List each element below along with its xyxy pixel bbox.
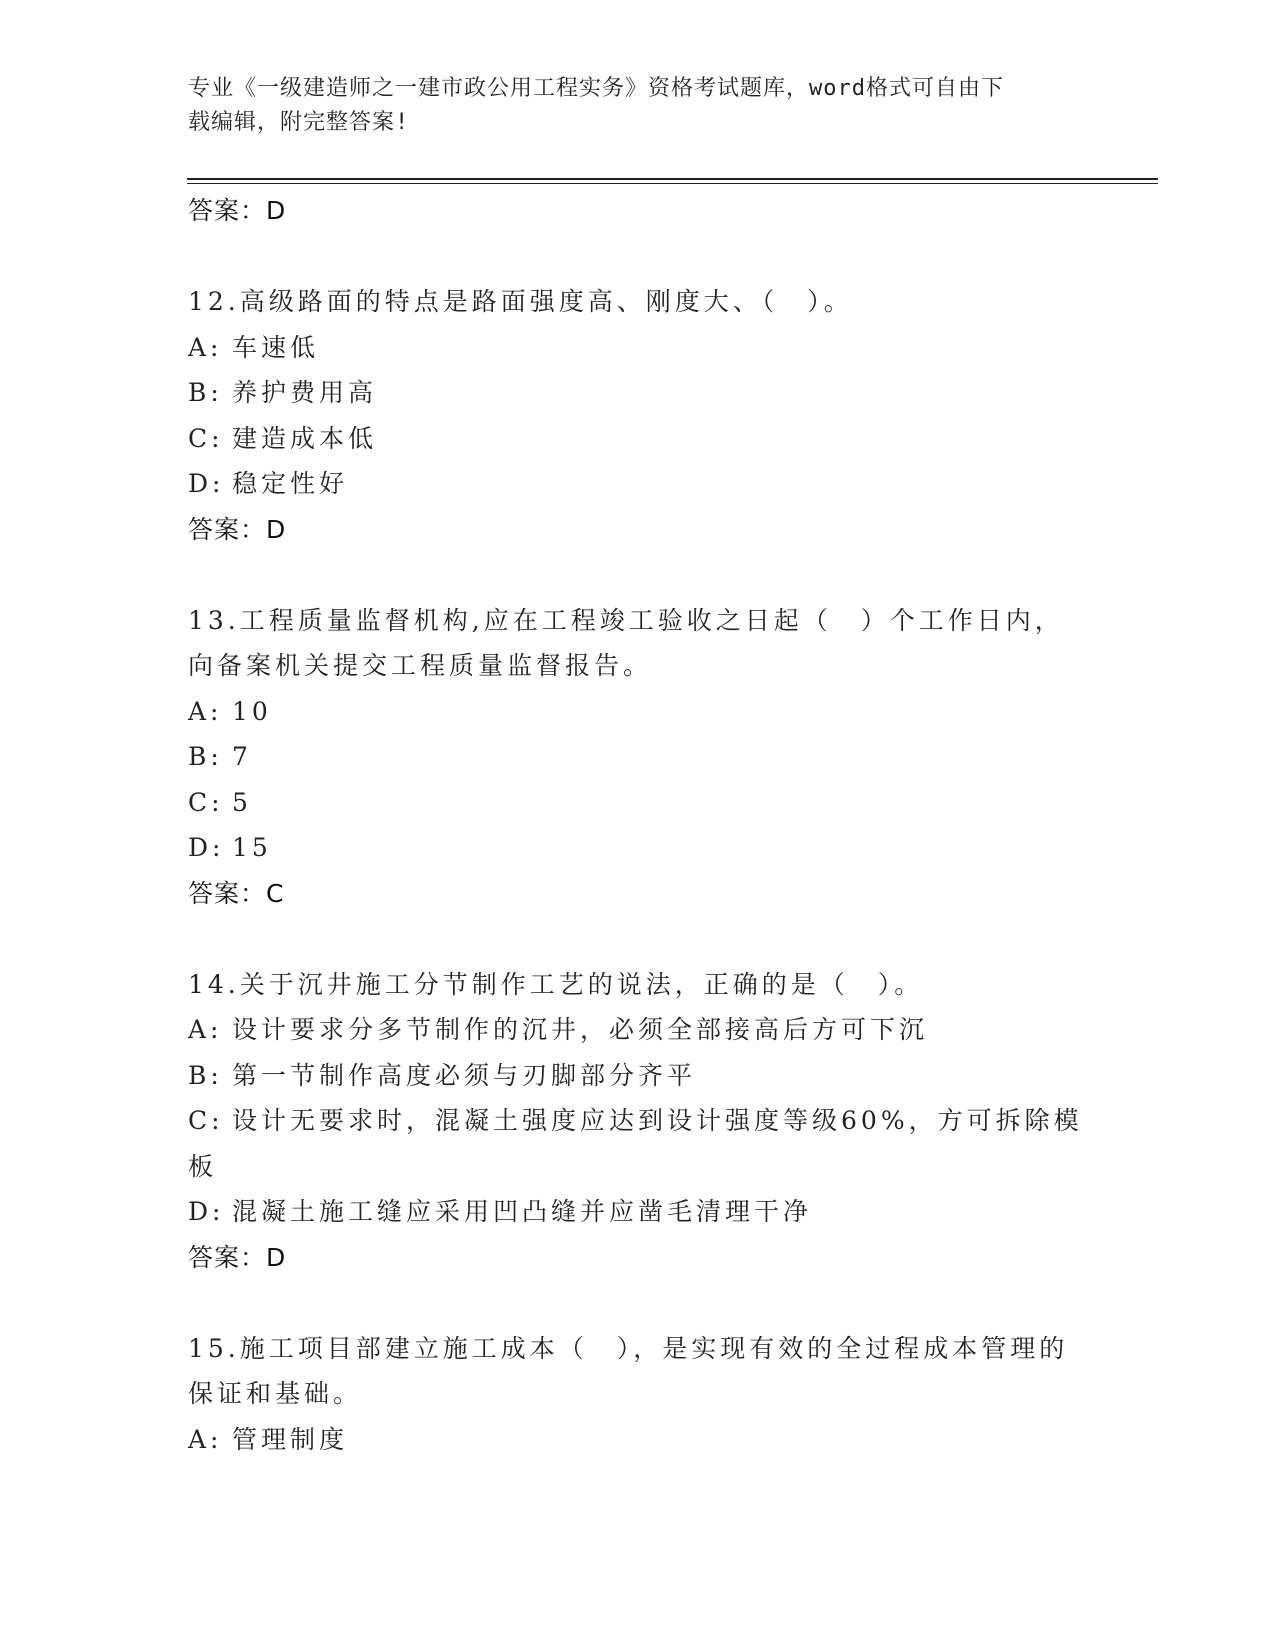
- option-key: A:: [188, 332, 223, 362]
- option-text: 养护费用高: [232, 378, 378, 407]
- option-text: 10: [232, 696, 272, 726]
- option-c: [188, 416, 1088, 462]
- option-key: B:: [188, 742, 223, 771]
- question-block-12: [188, 279, 1088, 552]
- spacer: [188, 1280, 1088, 1326]
- option-key: B:: [188, 1060, 223, 1090]
- header-line-2: 载编辑，附完整答案!: [188, 110, 410, 135]
- option-a: [188, 1007, 1088, 1053]
- question-block-14: [188, 962, 1088, 1280]
- option-text: 稳定性好: [232, 469, 349, 498]
- answer-line: 答案：D: [188, 1242, 287, 1272]
- question-text-line-2: 保证和基础。: [188, 1379, 363, 1408]
- question-text: 14.关于沉井施工分节制作工艺的说法，正确的是（ ）。: [188, 969, 924, 999]
- question-text-line-2: 向备案机关提交工程质量监督报告。: [188, 651, 653, 680]
- option-key: C:: [188, 1106, 224, 1135]
- option-key: D:: [188, 469, 225, 498]
- spacer: [188, 552, 1088, 598]
- option-d: [188, 1189, 1088, 1235]
- option-key: A:: [188, 696, 223, 726]
- option-d: [188, 825, 1088, 871]
- option-text: 设计要求分多节制作的沉井，必须全部接高后方可下沉: [232, 1015, 929, 1044]
- option-text: 车速低: [232, 332, 320, 362]
- question-text-line-1: 13.工程质量监督机构,应在工程竣工验收之日起（ ）个工作日内，: [188, 605, 1064, 635]
- spacer: [188, 233, 1088, 279]
- option-key: B:: [188, 378, 223, 407]
- option-text: 7: [232, 742, 252, 771]
- option-text: 建造成本低: [232, 423, 378, 453]
- option-text: 第一节制作高度必须与刃脚部分齐平: [232, 1060, 697, 1090]
- option-b: [188, 1053, 1088, 1099]
- question-block-15: [188, 1326, 1088, 1463]
- option-text: 管理制度: [232, 1424, 349, 1454]
- option-text: 15: [232, 833, 272, 862]
- option-key: C:: [188, 787, 224, 817]
- option-text: 5: [232, 787, 252, 817]
- header-rule-thin: [187, 183, 1158, 184]
- option-key: D:: [188, 1197, 225, 1226]
- option-d: [188, 461, 1088, 507]
- option-text: 设计无要求时，混凝土强度应达到设计强度等级60%，方可拆除模: [232, 1106, 1083, 1135]
- option-b: [188, 734, 1088, 780]
- option-a: [188, 325, 1088, 371]
- question-text: 12.高级路面的特点是路面强度高、刚度大、（ ）。: [188, 287, 853, 316]
- option-key: A:: [188, 1424, 223, 1454]
- spacer: [188, 916, 1088, 962]
- question-block-13: [188, 598, 1088, 916]
- option-a: [188, 1417, 1088, 1463]
- answer-line: 答案：C: [188, 878, 285, 908]
- option-c: [188, 1098, 1088, 1144]
- question-text-line-1: 15.施工项目部建立施工成本（ ），是实现有效的全过程成本管理的: [188, 1333, 1069, 1363]
- option-key: D:: [188, 833, 225, 862]
- option-a: [188, 689, 1088, 735]
- header-rule-thick: [187, 178, 1158, 180]
- page-header: [188, 72, 1078, 140]
- question-list: [188, 188, 1088, 1462]
- header-line-1: 专业《一级建造师之一建市政公用工程实务》资格考试题库，word格式可自由下: [188, 76, 1004, 101]
- option-c-continuation: 板: [188, 1151, 218, 1181]
- option-text: 混凝土施工缝应采用凹凸缝并应凿毛清理干净: [232, 1197, 813, 1226]
- option-b: [188, 370, 1088, 416]
- option-c: [188, 780, 1088, 826]
- answer-line: 答案：D: [188, 514, 287, 544]
- answer-line-prev: 答案：D: [188, 196, 287, 225]
- option-key: A:: [188, 1015, 223, 1044]
- option-key: C:: [188, 423, 224, 453]
